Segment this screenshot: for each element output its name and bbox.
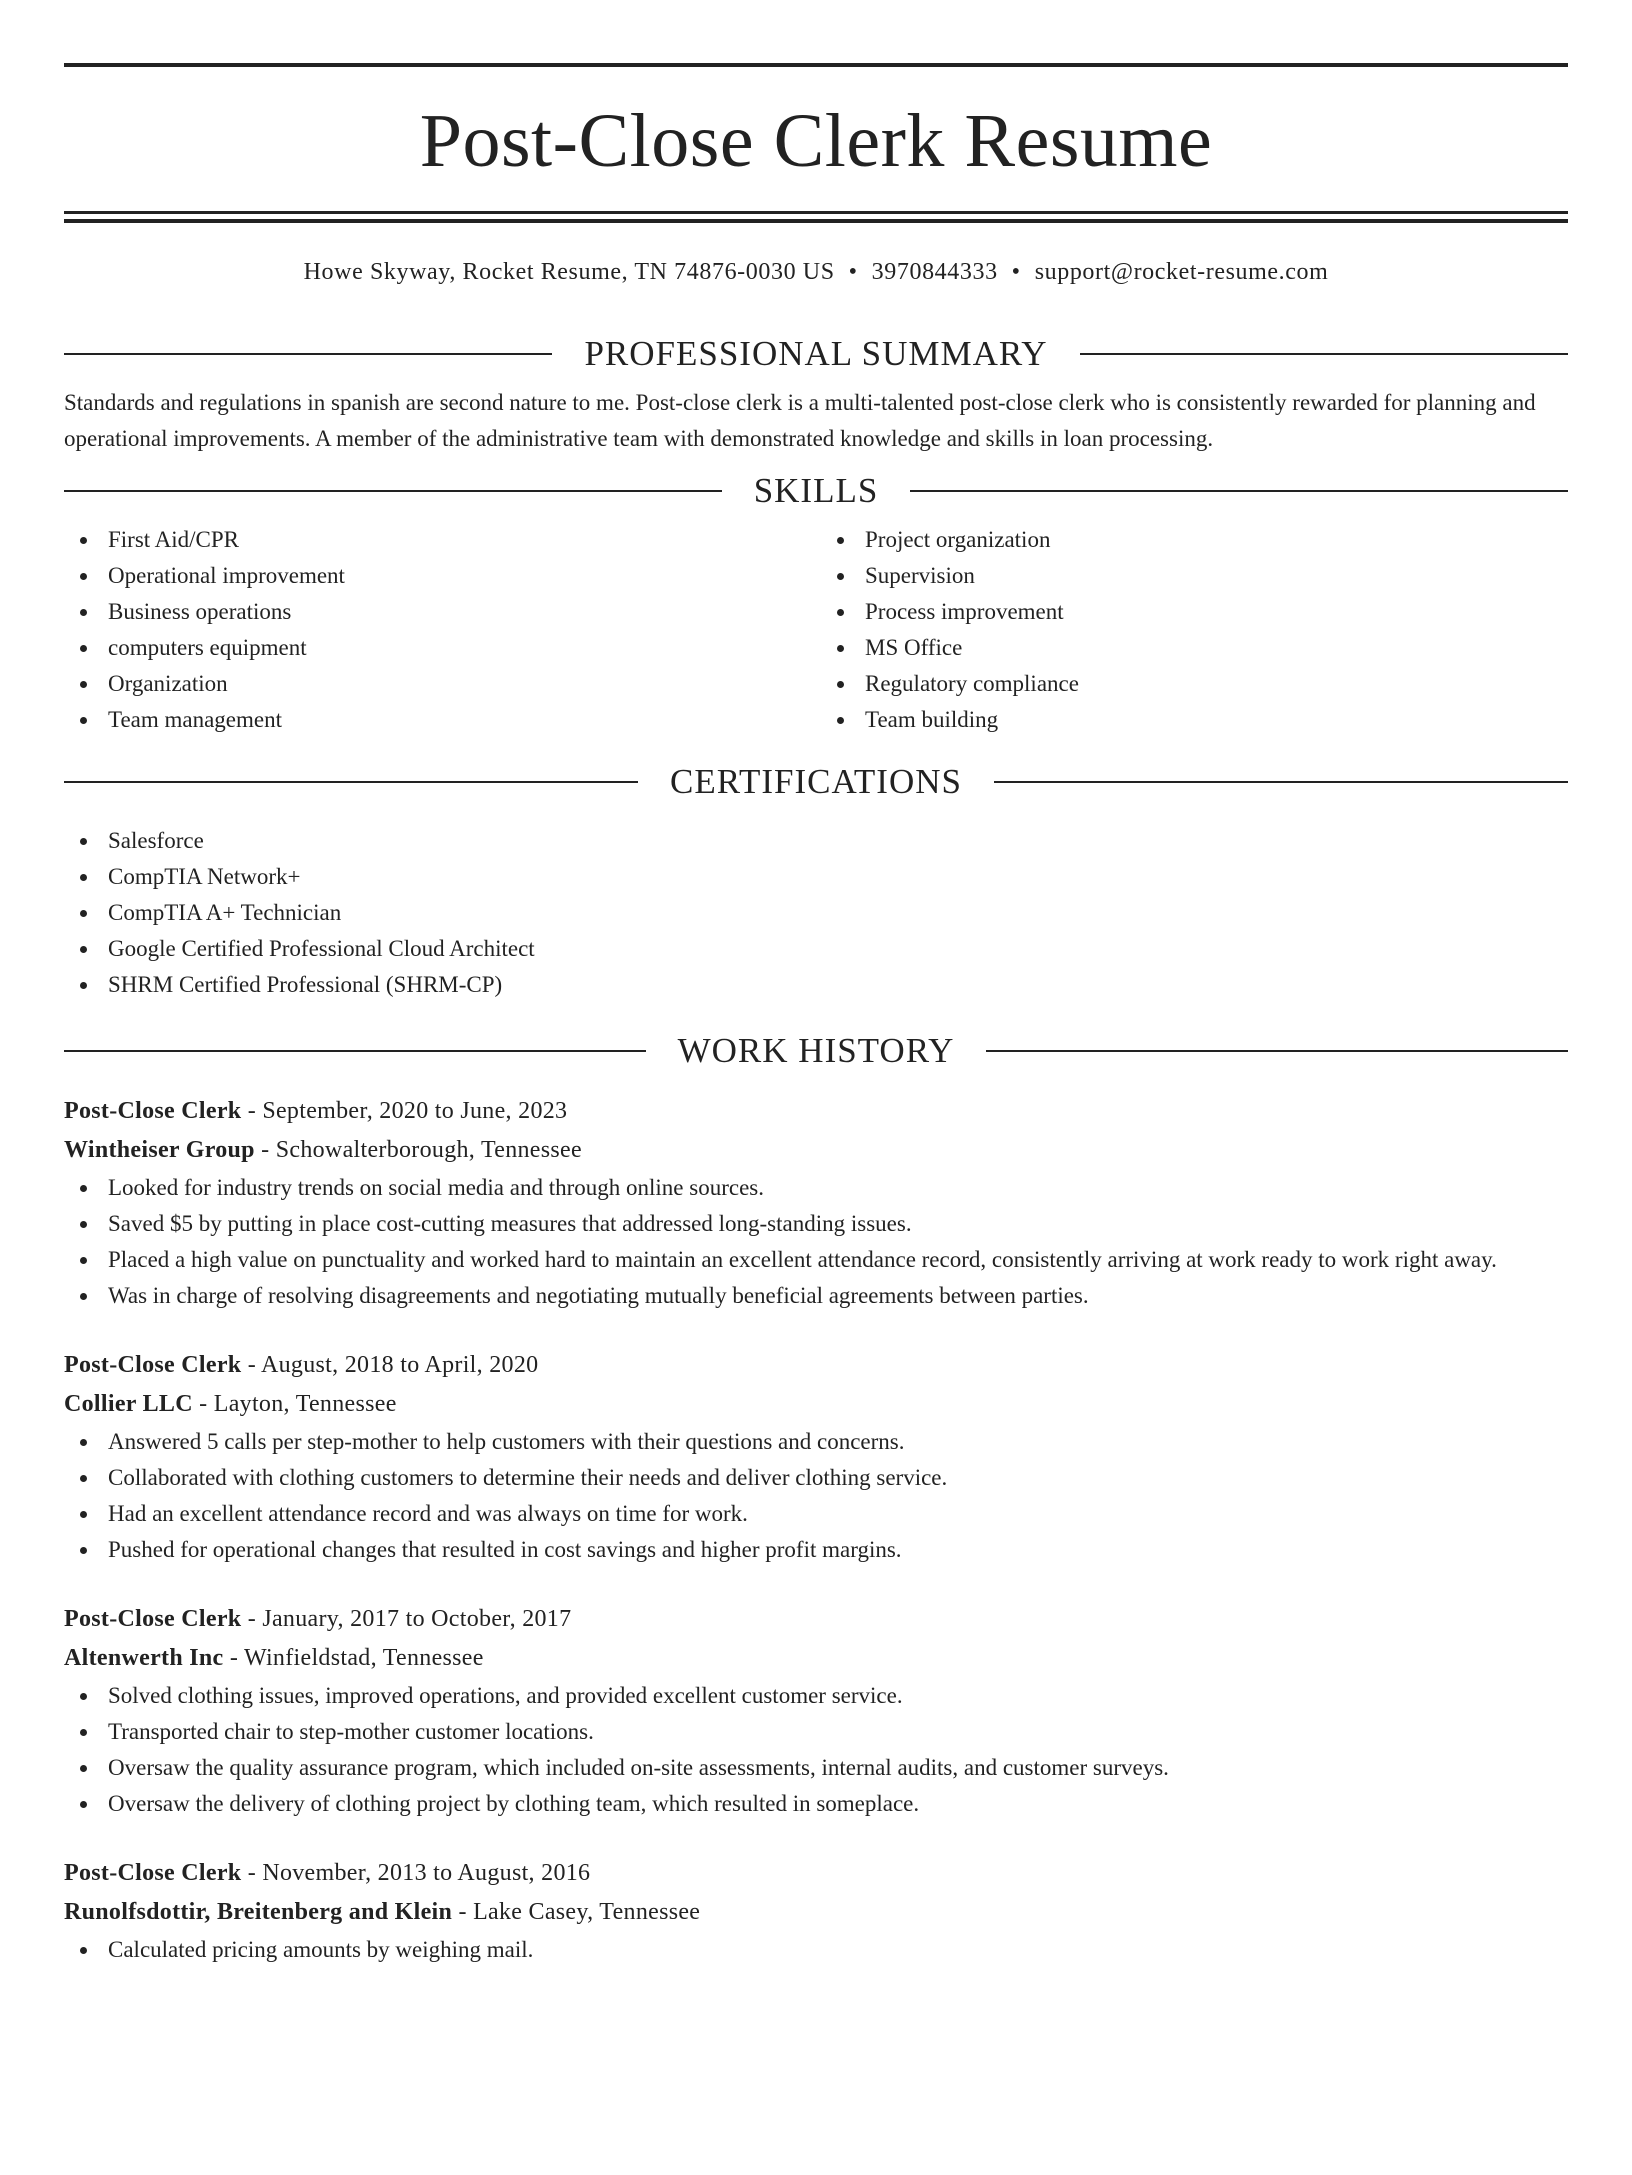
job-duty [64,1750,1568,1786]
job-title-line [64,1600,1568,1639]
bullet-dot [80,1693,87,1700]
job-location: - Lake Casey, Tennessee [452,1899,701,1925]
contact-line [64,259,1568,286]
skill-label: First Aid/CPR [108,527,240,552]
job-duty [64,1786,1568,1822]
heading-rule-right [994,781,1568,783]
job-location: - Winfieldstad, Tennessee [223,1645,484,1671]
job-duty [64,1460,1568,1496]
skill-label: computers equipment [108,635,307,660]
job-duty-text: Calculated pricing amounts by weighing mail. [108,1937,534,1962]
job-duty [64,1678,1568,1714]
heading-rule-left [64,353,552,355]
bullet-dot [80,537,87,544]
title-double-rule [64,211,1568,223]
contact-separator: • [1011,259,1021,285]
skill-label: Operational improvement [108,563,345,588]
contact-address: Howe Skyway, Rocket Resume, TN 74876-0030 US [303,259,835,285]
skills-grid [64,522,1568,738]
skill-item [821,558,1568,594]
job-dates: - September, 2020 to June, 2023 [241,1098,568,1124]
certification-item [64,931,1568,967]
bullet-dot [837,681,844,688]
job-title-line [64,1854,1568,1893]
skills-section-heading [64,473,1568,508]
top-rule [64,63,1568,67]
skill-item [821,594,1568,630]
bullet-dot [80,1257,87,1264]
certification-label: CompTIA Network+ [108,864,301,889]
job-duty-text: Solved clothing issues, improved operations, and provided excellent customer service. [108,1683,903,1708]
bullet-dot [80,717,87,724]
skill-item [821,666,1568,702]
skill-label: Regulatory compliance [865,671,1079,696]
job-duty [64,1278,1568,1314]
job-location: - Schowalterborough, Tennessee [254,1137,582,1163]
job-duty [64,1424,1568,1460]
job-company: Collier LLC [64,1391,193,1417]
skill-label: Project organization [865,527,1051,552]
job-duty-text: Looked for industry trends on social media and through online sources. [108,1175,764,1200]
bullet-dot [80,1293,87,1300]
job-duty [64,1714,1568,1750]
certification-label: Salesforce [108,828,204,853]
certification-label: SHRM Certified Professional (SHRM-CP) [108,972,503,997]
job-duties-list [64,1170,1568,1314]
job-company: Runolfsdottir, Breitenberg and Klein [64,1899,453,1925]
certification-label: Google Certified Professional Cloud Architect [108,936,535,961]
job-title: Post-Close Clerk [64,1098,242,1124]
job-duties-list [64,1678,1568,1822]
skill-item [64,666,811,702]
bullet-dot [80,982,87,989]
job-company-line [64,1893,1568,1932]
contact-email: support@rocket-resume.com [1034,259,1329,285]
summary-heading-label: PROFESSIONAL SUMMARY [584,334,1048,373]
job-duty [64,1170,1568,1206]
skill-item [64,558,811,594]
skill-label: Team management [108,707,283,732]
job-duty [64,1242,1568,1278]
job-company: Wintheiser Group [64,1137,255,1163]
job-duty-text: Was in charge of resolving disagreements and negotiating mutually beneficial agreements between parties. [108,1283,1089,1308]
bullet-dot [80,910,87,917]
bullet-dot [80,573,87,580]
skill-item [821,522,1568,558]
job-duty [64,1206,1568,1242]
bullet-dot [80,1439,87,1446]
bullet-dot [80,1185,87,1192]
skill-label: Process improvement [865,599,1064,624]
contact-separator: • [848,259,858,285]
job-entry [64,1092,1568,1314]
summary-text: Standards and regulations in spanish are second nature to me. Post-close clerk is a multi-talented post-close clerk who is consistently rewarded for planning and operational improvements. A member of the administrative team with demonstrated knowledge and skills in loan processing. [64,390,1536,451]
skill-item [821,630,1568,666]
job-duty-text: Had an excellent attendance record and was always on time for work. [108,1501,748,1526]
skill-item [64,594,811,630]
job-duties-list [64,1932,1568,1968]
skills-list-left [64,522,811,738]
skill-label: Organization [108,671,228,696]
heading-rule-left [64,781,638,783]
job-company: Altenwerth Inc [64,1645,224,1671]
job-title: Post-Close Clerk [64,1860,242,1886]
job-company-line [64,1639,1568,1678]
work-history-section-heading [64,1033,1568,1068]
job-duty-text: Saved $5 by putting in place cost-cutting measures that addressed long-standing issues. [108,1211,912,1236]
job-duty-text: Collaborated with clothing customers to determine their needs and deliver clothing service. [108,1465,948,1490]
certification-item [64,895,1568,931]
certifications-section-heading [64,764,1568,799]
heading-rule-right [986,1050,1568,1052]
bullet-dot [80,1947,87,1954]
resume-page [0,63,1632,2175]
work-history-heading-label: WORK HISTORY [677,1031,955,1070]
skill-item [821,702,1568,738]
job-duty-text: Pushed for operational changes that resulted in cost savings and higher profit margins. [108,1537,902,1562]
bullet-dot [80,681,87,688]
job-duty-text: Transported chair to step-mother customer locations. [108,1719,594,1744]
heading-rule-left [64,1050,646,1052]
job-title-line [64,1346,1568,1385]
bullet-dot [837,645,844,652]
certifications-heading-label: CERTIFICATIONS [670,762,962,801]
job-duty [64,1932,1568,1968]
skill-label: Supervision [865,563,975,588]
job-duty-text: Oversaw the quality assurance program, which included on-site assessments, internal audits, and customer surveys. [108,1755,1169,1780]
heading-rule-left [64,490,722,492]
heading-rule-right [1080,353,1568,355]
skill-label: Business operations [108,599,292,624]
bullet-dot [80,1547,87,1554]
job-dates: - August, 2018 to April, 2020 [241,1352,539,1378]
skills-heading-label: SKILLS [753,471,879,510]
bullet-dot [837,573,844,580]
bullet-dot [80,645,87,652]
job-duty [64,1532,1568,1568]
certification-item [64,859,1568,895]
bullet-dot [837,717,844,724]
job-title: Post-Close Clerk [64,1606,242,1632]
job-duty [64,1496,1568,1532]
bullet-dot [80,1475,87,1482]
skill-label: Team building [865,707,999,732]
job-title: Post-Close Clerk [64,1352,242,1378]
skill-item [64,702,811,738]
bullet-dot [80,609,87,616]
bullet-dot [80,1765,87,1772]
summary-section-heading [64,336,1568,371]
bullet-dot [837,609,844,616]
job-dates: - January, 2017 to October, 2017 [241,1606,572,1632]
job-company-line [64,1385,1568,1424]
heading-rule-right [910,490,1568,492]
resume-title: Post-Close Clerk Resume [419,99,1213,183]
job-location: - Layton, Tennessee [192,1391,397,1417]
bullet-dot [80,838,87,845]
bullet-dot [80,1801,87,1808]
skill-label: MS Office [865,635,963,660]
job-entry [64,1854,1568,1968]
job-duty-text: Placed a high value on punctuality and worked hard to maintain an excellent attendance record, consistently arriving at work ready to work right away. [108,1247,1497,1272]
skill-item [64,522,811,558]
bullet-dot [80,946,87,953]
certification-item [64,967,1568,1003]
job-title-line [64,1092,1568,1131]
skill-item [64,630,811,666]
job-duty-text: Oversaw the delivery of clothing project by clothing team, which resulted in someplace. [108,1791,920,1816]
bullet-dot [80,1221,87,1228]
bullet-dot [837,537,844,544]
certification-label: CompTIA A+ Technician [108,900,342,925]
job-duties-list [64,1424,1568,1568]
contact-phone: 3970844333 [871,259,998,285]
job-entry [64,1600,1568,1822]
bullet-dot [80,1511,87,1518]
certification-item [64,823,1568,859]
bullet-dot [80,874,87,881]
job-entry [64,1346,1568,1568]
certifications-list [64,823,1568,1003]
job-dates: - November, 2013 to August, 2016 [241,1860,591,1886]
job-duty-text: Answered 5 calls per step-mother to help customers with their questions and concerns. [108,1429,905,1454]
job-company-line [64,1131,1568,1170]
skills-list-right [811,522,1568,738]
bullet-dot [80,1729,87,1736]
